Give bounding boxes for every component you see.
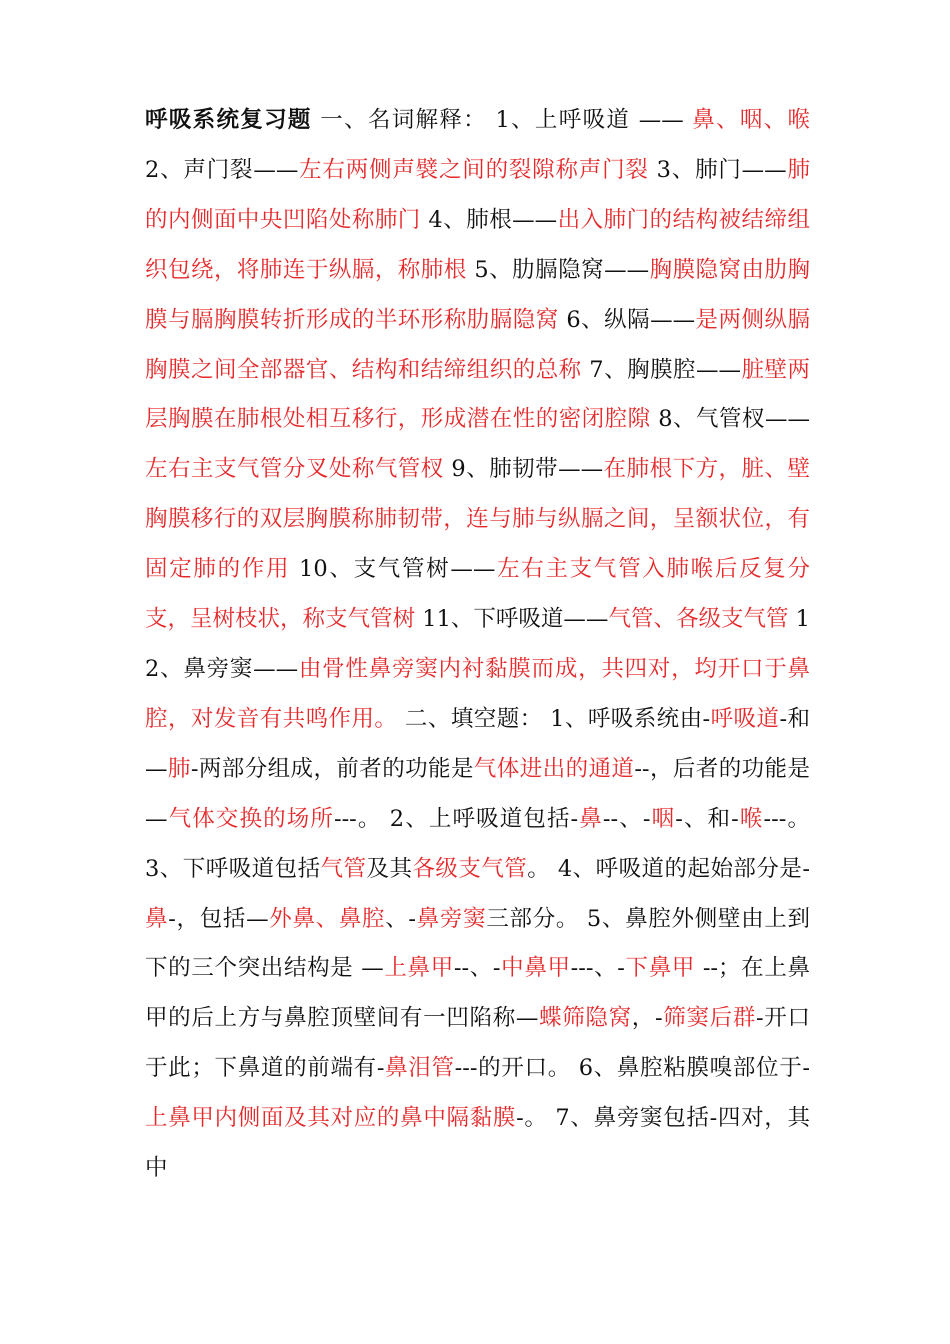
answer-text: 上鼻甲内侧面及其对应的鼻中隔黏膜 xyxy=(145,1105,517,1132)
question-text: 、- xyxy=(385,905,417,932)
question-text: -两部分组成，前者的功能是 xyxy=(190,755,474,782)
question-text: 5、肋膈隐窝—— xyxy=(466,256,650,283)
answer-text: 气管、各级支气管 xyxy=(608,606,789,633)
question-text: ---的开口。 6、鼻腔粘膜嗅部位于- xyxy=(454,1055,810,1082)
question-text: ---。 3、下呼吸道包括 xyxy=(145,805,810,882)
question-text: 二、填空题： 1、呼吸系统由- xyxy=(397,705,711,732)
answer-text: 肺的内侧面中央凹陷处称肺门 xyxy=(145,156,810,233)
question-text: 9、肺韧带—— xyxy=(443,456,604,483)
question-text: -，包括— xyxy=(168,905,269,932)
question-text: 6、纵隔—— xyxy=(558,306,696,333)
question-text: --、- xyxy=(602,805,651,832)
question-text: 及其 xyxy=(366,855,413,882)
question-text: 一、名词解释： 1、上呼吸道 —— xyxy=(311,107,693,133)
answer-text: 左右主支气管入肺喉后反复分支，呈树枝状，称支气管树 xyxy=(145,556,810,633)
answer-text: 鼻、咽、喉 xyxy=(692,107,810,133)
question-text: -。 7、鼻旁窦包括-四对，其中 xyxy=(145,1105,810,1182)
question-text: ，- xyxy=(631,1005,663,1032)
question-text: 三部分。 5、鼻腔外侧壁由上到下的三个突出结构是 — xyxy=(145,905,810,982)
question-text: 3、肺门—— xyxy=(648,156,787,183)
answer-text: 筛窦后群 xyxy=(662,1005,756,1032)
answer-text: 咽 xyxy=(650,805,676,832)
answer-text: 出入肺门的结构被结缔组织包绕，将肺连于纵膈，称肺根 xyxy=(145,206,810,283)
question-text: 。 4、呼吸道的起始部分是- xyxy=(527,855,810,882)
answer-text: 肺 xyxy=(167,755,191,782)
answer-text: 胸膜隐窝由肋胸膜与膈胸膜转折形成的半环形称肋膈隐窝 xyxy=(145,256,810,333)
answer-text: 呼吸道 xyxy=(710,705,780,732)
question-text: 7、胸膜腔—— xyxy=(581,356,742,383)
answer-text: 下鼻甲 xyxy=(624,955,696,982)
answer-text: 气体进出的通道 xyxy=(473,755,635,782)
question-text: ---。 2、上呼吸道包括- xyxy=(333,805,579,832)
question-text: 4、肺根—— xyxy=(420,206,558,233)
question-text: -、和- xyxy=(675,805,739,832)
question-text: 2、声门裂—— xyxy=(145,156,299,183)
question-text: 8、气管杈—— xyxy=(650,406,810,433)
document-title: 呼吸系统复习题 xyxy=(145,107,312,133)
answer-text: 气体交换的场所 xyxy=(167,805,334,832)
answer-text: 外鼻、鼻腔 xyxy=(268,905,386,932)
answer-text: 鼻 xyxy=(145,905,169,932)
answer-text: 鼻泪管 xyxy=(384,1055,455,1082)
answer-text: 脏壁两层胸膜在肺根处相互移行，形成潜在性的密闭腔隙 xyxy=(145,356,810,433)
review-questions-text xyxy=(145,96,810,1194)
question-text: --、- xyxy=(453,955,501,982)
answer-text: 鼻旁窦 xyxy=(416,905,487,932)
answer-text: 各级支气管 xyxy=(412,855,528,882)
answer-text: 喉 xyxy=(738,805,764,832)
question-text: 11、下呼吸道—— xyxy=(415,606,609,633)
answer-text: 鼻 xyxy=(578,805,603,832)
answer-text: 蝶筛隐窝 xyxy=(538,1005,632,1032)
question-text: -和— xyxy=(145,705,810,782)
question-text: -开口于此；下鼻道的前端有- xyxy=(145,1005,810,1082)
question-text: 12、鼻旁窦—— xyxy=(145,606,810,682)
question-text: ---、- xyxy=(570,955,625,982)
answer-text: 中鼻甲 xyxy=(500,955,571,982)
answer-text: 左右两侧声襞之间的裂隙称声门裂 xyxy=(298,156,649,183)
answer-text: 由骨性鼻旁窦内衬黏膜而成，共四对，均开口于鼻腔，对发音有共鸣作用。 xyxy=(145,655,810,732)
answer-text: 左右主支气管分叉处称气管杈 xyxy=(145,456,444,483)
answer-text: 气管 xyxy=(320,855,367,882)
answer-text: 在肺根下方，脏、壁胸膜移行的双层胸膜称肺韧带，连与肺与纵膈之间，呈额状位，有固定肺的作用 xyxy=(145,456,810,583)
answer-text: 上鼻甲 xyxy=(383,955,454,982)
question-text: 10、支气管树—— xyxy=(290,556,496,583)
question-text: --，后者的功能是— xyxy=(145,755,810,832)
question-text: --；在上鼻甲的后上方与鼻腔顶壁间有一凹陷称— xyxy=(145,955,811,1032)
answer-text: 是两侧纵膈胸膜之间全部器官、结构和结缔组织的总称 xyxy=(145,306,810,383)
